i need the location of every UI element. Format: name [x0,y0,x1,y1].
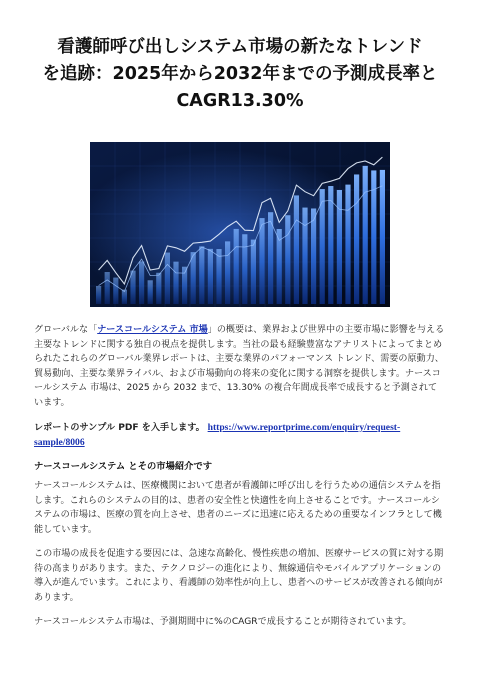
hero-bar [311,208,316,304]
hero-bar [251,240,256,304]
hero-bar [173,262,178,304]
intro-paragraph: グローバルな「ナースコールシステム 市場」の概要は、業界および世界中の主要市場に影響を与える主要なトレンドに関する独自の視点を提供します。当社の最も経験豊富なアナリストによってまとめられたこれらのグローバル業界レポートは、主要な業界のパフォーマンス トレンド、需要の原動力、貿易動向、主要な業界ライバル、および市場動向の将来の変化に関する洞察を提供します。ナースコールシステム 市場は、2025 から 2032 まで、13.30% の複合年間成長率で成長すると予測されています。 [34,325,445,408]
title-line-3: CAGR13.30% [176,91,304,111]
hero-bar [165,253,170,304]
hero-bar [363,166,368,304]
description-paragraph-2: この市場の成長を促進する要因には、急速な高齢化、慢性疾患の増加、医療サービスの質に対する期待の高まりがあります。また、テクノロジーの進化により、無線通信やモバイルアプリケーションの導入が進んでいます。これにより、看護師の効率性が向上し、患者へのサービスが改善される傾向があります。 [34,549,444,603]
hero-bar [320,189,325,304]
hero-bar [294,195,299,304]
title-line-2: を追跡：2025年から2032年までの予測成長率と [42,64,438,84]
hero-bar [302,208,307,304]
hero-bar [242,234,247,304]
hero-bar [96,286,101,304]
hero-bar [225,241,230,304]
hero-bar [285,215,290,304]
hero-bar [216,249,221,304]
sample-label: レポートのサンプル PDF を入手します。 [34,423,205,433]
sample-request-link[interactable]: https://www.reportprime.com/enquiry/request-sample/8006 [34,422,401,448]
hero-bar [208,249,213,304]
hero-bar [345,185,350,304]
hero-bar [105,272,110,304]
hero-bar [328,186,333,304]
market-report-link[interactable]: ナースコールシステム 市場 [97,325,208,335]
hero-bar [259,218,264,304]
description-paragraph-3: ナースコールシステム市場は、予測期間中に%のCAGRで成長することが期待されています。 [34,617,412,627]
hero-bar [148,280,153,304]
hero-bar [156,273,161,304]
hero-bar [139,261,144,304]
growth-bar-chart-image [90,142,390,307]
page-title [22,34,458,115]
hero-bar [234,229,239,304]
sample-request-paragraph [34,421,446,450]
hero-bar [199,246,204,304]
description-paragraph-1: ナースコールシステムは、医療機関において患者が看護師に呼び出しを行うための通信システムを指します。これらのシステムの目的は、患者の安全性と快適性を向上させることです。ナースコールシステムの市場は、医療の質を向上させ、患者のニーズに迅速に応えるための重要なインフラとして機能しています。 [34,481,442,535]
section-heading: ナースコールシステム とその市場紹介です [34,461,213,472]
hero-bar [380,170,385,304]
hero-bar [113,278,118,304]
title-line-1: 看護師呼び出しシステム市場の新たなトレンド [57,37,423,57]
hero-bar [354,174,359,304]
